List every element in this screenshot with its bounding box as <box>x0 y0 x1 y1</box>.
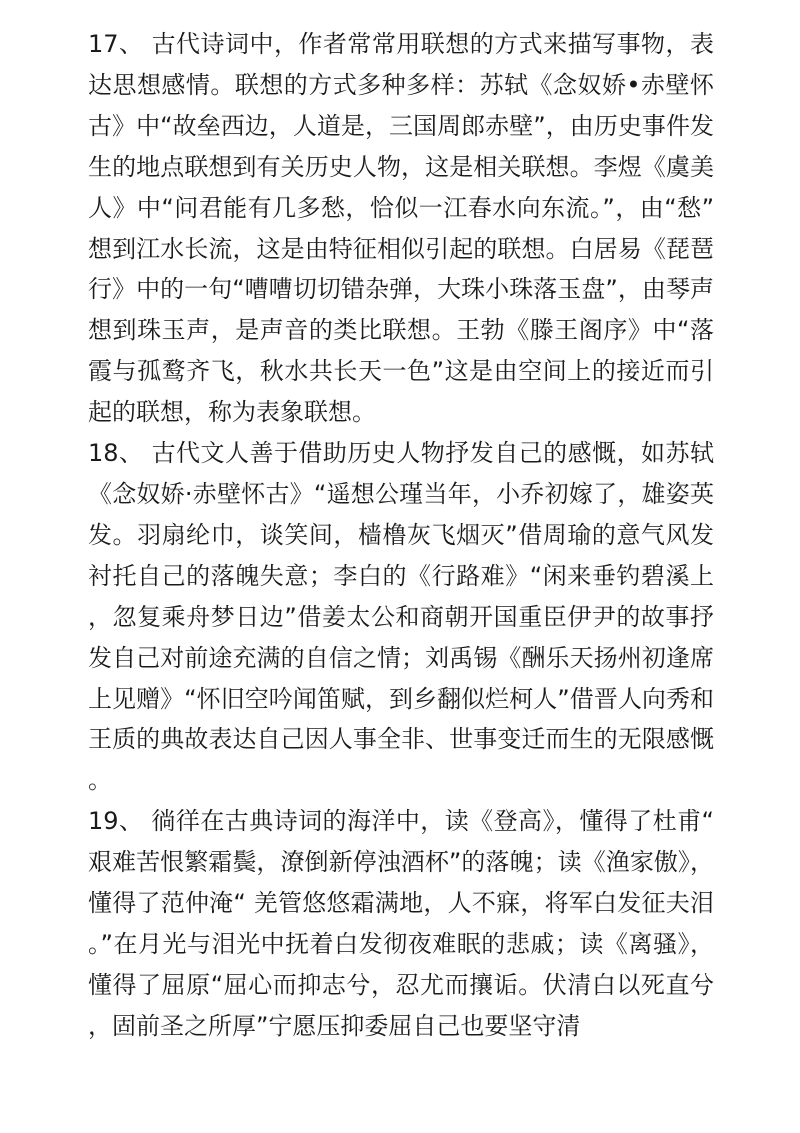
paragraph-17: 17、 古代诗词中，作者常常用联想的方式来描写事物，表达思想感情。联想的方式多种多样：苏轼《念奴娇•赤壁怀古》中“故垒西边，人道是，三国周郎赤壁”，由历史事件发生的地点联想到有关历史人物，这是相关联想。李煜《虞美人》中“问君能有几多愁，恰似一江春水向东流。”，由“愁”想到江水长流，这是由特征相似引起的联想。白居易《琵琶行》中的一句“嘈嘈切切错杂弹，大珠小珠落玉盘”，由琴声想到珠玉声，是声音的类比联想。王勃《滕王阁序》中“落霞与孤鹜齐飞，秋水共长天一色”这是由空间上的接近而引起的联想，称为表象联想。 <box>88 30 714 427</box>
paragraph-19: 19、 徜徉在古典诗词的海洋中，读《登高》，懂得了杜甫“ 艰难苦恨繁霜鬓，潦倒新停浊酒杯”的落魄；读《渔家傲》，懂得了范仲淹“ 羌管悠悠霜满地，人不寐，将军白发征夫泪。”在月光与泪光中抚着白发彻夜难眠的悲戚；读《离骚》，懂得了屈原“屈心而抑志兮，忍尤而攘诟。伏清白以死直兮，固前圣之所厚”宁愿压抑委屈自己也要坚守清 <box>88 807 714 1040</box>
document-body <box>88 24 714 1047</box>
paragraph-18: 18、 古代文人善于借助历史人物抒发自己的感慨，如苏轼《念奴娇·赤壁怀古》“遥想公瑾当年，小乔初嫁了，雄姿英发。羽扇纶巾，谈笑间，樯橹灰飞烟灭”借周瑜的意气风发衬托自己的落魄失意；李白的《行路难》“闲来垂钓碧溪上，忽复乘舟梦日边”借姜太公和商朝开国重臣伊尹的故事抒发自己对前途充满的自信之情；刘禹锡《酬乐天扬州初逢席上见赠》“怀旧空吟闻笛赋，到乡翻似烂柯人”借晋人向秀和王质的典故表达自己因人事全非、世事变迁而生的无限感慨。 <box>88 439 714 795</box>
